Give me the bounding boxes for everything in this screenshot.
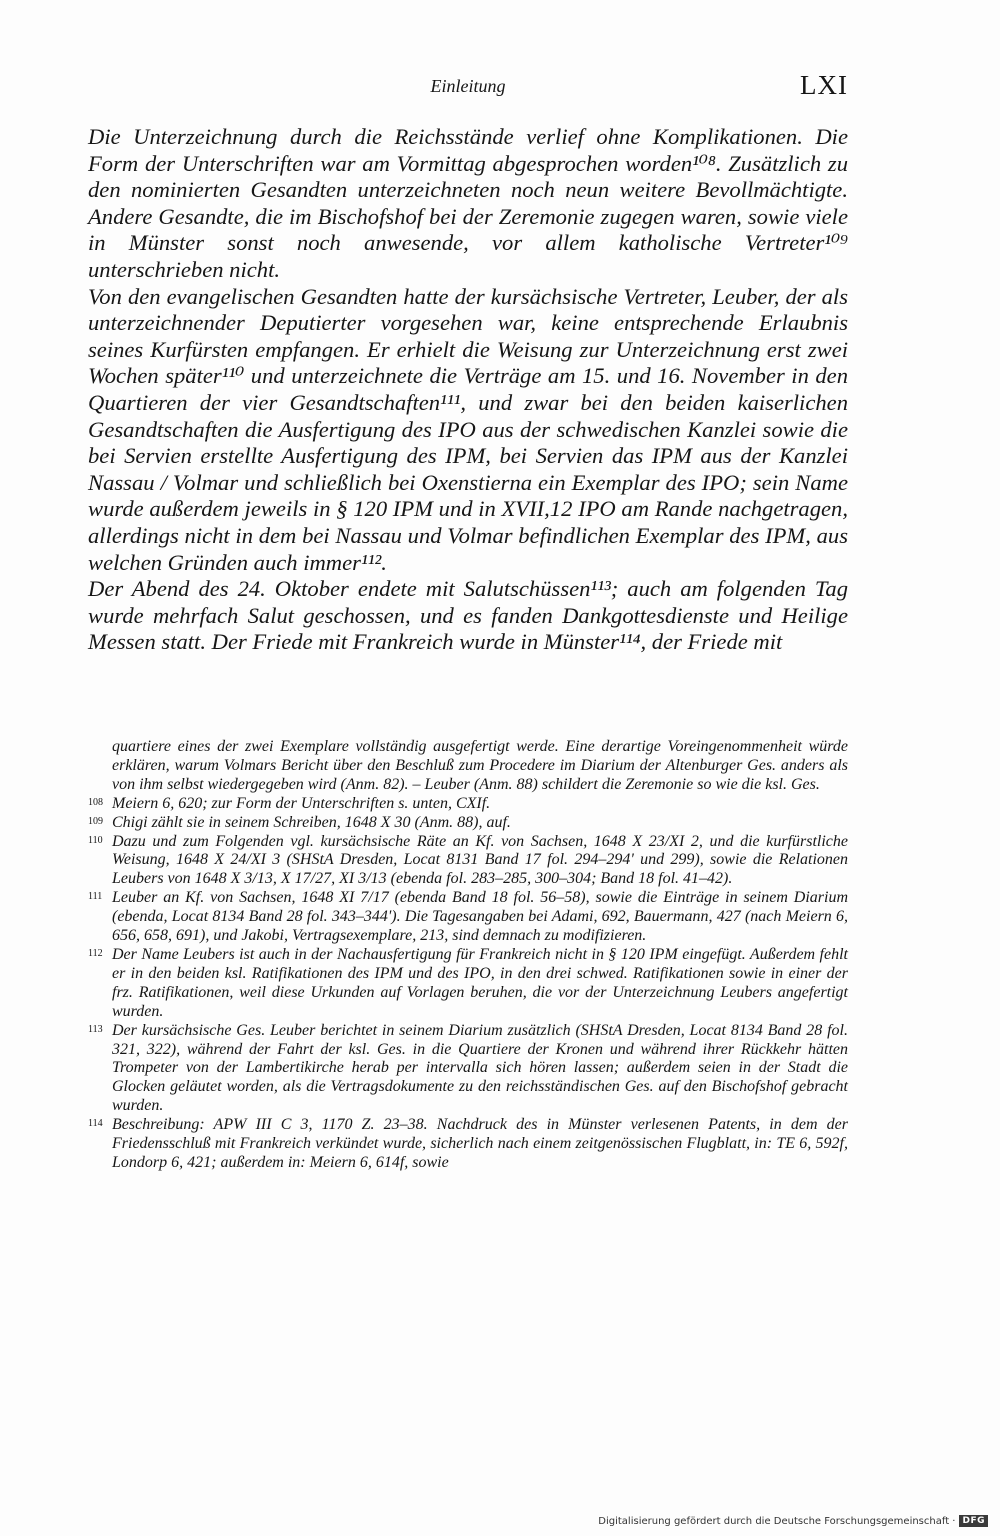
footnote-text: Chigi zählt sie in seinem Schreiben, 1648 X 30 (Anm. 88), auf. [112,813,511,831]
footnote-108 [88,795,848,814]
footnote-text: Beschreibung: APW III C 3, 1170 Z. 23–38. Nachdruck des in Münster verlesenen Patents, in dem der Friedensschluß mit Frankreich verkündet wurde, sicherlich nach einem zeitgenössischen Flugblatt, in: TE 6, 592f, Londorp 6, 421; außerdem in: Meiern 6, 614f, sowie [112,1116,848,1171]
footnote-text: Der Name Leubers ist auch in der Nachausfertigung für Frankreich nicht in § 120 IPM eingefügt. Außerdem fehlt er in den beiden ksl. Ratifikationen des IPM und des IPO, in den drei schwed. Ratifikationen sowie in einer der frz. Ratifikationen, weil diese Urkunden auf Vorlagen beruhen, die vor der Unterzeichnung Leubers angefertigt wurden. [112,945,848,1020]
footnote-113 [88,1022,848,1117]
main-paragraph-1: Die Unterzeichnung durch die Reichsstände verlief ohne Komplikationen. Die Form der Unterschriften war am Vormittag abgesprochen worden¹⁰⁸. Zusätzlich zu den nominierten Gesandten unterzeichneten noch neun weitere Bevollmächtigte. Andere Gesandte, die im Bischofshof bei der Zeremonie zugegen waren, sowie viele in Münster sonst noch anwesende, vor allem katholische Vertreter¹⁰⁹ unterschrieben nicht. [88,124,848,282]
footer-credit: Digitalisierung gefördert durch die Deutsche Forschungsgemeinschaft · [598,1515,956,1527]
main-paragraph-2: Von den evangelischen Gesandten hatte der kursächsische Vertreter, Leuber, der als unterzeichnender Deputierter vorgesehen war, keine entsprechende Erlaubnis seines Kurfürsten empfangen. Er erhielt die Weisung zur Unterzeichnung erst zwei Wochen später¹¹⁰ und unterzeichnete die Verträge am 15. und 16. November in den Quartieren der vier Gesandtschaften¹¹¹, und zwar bei den beiden kaiserlichen Gesandtschaften die Ausfertigung des IPO aus der schwedischen Kanzlei sowie die bei Servien erstellte Ausfertigung des IPM, bei Servien das IPM aus der Kanzlei Nassau / Volmar und schließlich bei Oxenstierna ein Exemplar des IPO; sein Name wurde außerdem jeweils in § 120 IPM und in XVII,12 IPO am Rande nachgetragen, allerdings nicht in dem bei Nassau und Volmar befindlichen Exemplar des IPM, aus welchen Gründen auch immer¹¹². [88,283,848,575]
main-text [88,124,848,656]
footnote-number: 109 [88,815,103,827]
dfg-logo-icon: DFG [959,1515,988,1527]
footnote-text: Leuber an Kf. von Sachsen, 1648 XI 7/17 (ebenda Band 18 fol. 56–58), sowie die Einträge in seinem Diarium (ebenda, Locat 8134 Band 28 fol. 343–344'). Die Tagesangaben bei Adami, 692, Bauermann, 427 (nach Meiern 6, 656, 658, 691), und Jakobi, Vertragsexemplare, 213, sind demnach zu modifizieren. [112,889,848,945]
main-paragraph-3: Der Abend des 24. Oktober endete mit Salutschüssen¹¹³; auch am folgenden Tag wurde mehrfach Salut geschossen, und es fanden Dankgottesdienste und Heilige Messen statt. Der Friede mit Frankreich wurde in Münster¹¹⁴, der Friede mit [88,576,848,655]
footnote-number: 113 [88,1023,103,1035]
page-number: LXI [800,70,848,100]
footnote-text: Der kursächsische Ges. Leuber berichtet in seinem Diarium zusätzlich (SHStA Dresden, Locat 8134 Band 28 fol. 321, 322), während der Fahrt der ksl. Ges. in die Quartiere der Kronen und während ihrer Rückkehr hätten Trompeter von der Lambertikirche herab per intervalla sich hören lassen; außerdem seien in der Stadt die Glocken geläutet worden, als die Vertragsdokumente zu den reichsständischen Ges. auf den Bischofshof gebracht wurden. [112,1021,848,1115]
footnote-number: 111 [88,891,103,903]
footnote-110 [88,833,848,890]
footnote-number: 112 [88,947,103,959]
page-header [88,70,848,110]
footnote-text: Dazu und zum Folgenden vgl. kursächsische Räte an Kf. von Sachsen, 1648 X 23/XI 2, und die kurfürstliche Weisung, 1648 X 24/XI 3 (SHStA Dresden, Locat 8131 Band 17 fol. 294–294' und 299), sowie die Relationen Leubers von 1648 X 3/13, X 17/27, XI 3/13 (ebenda fol. 283–285, 300–304; Band 18 fol. 41–42). [112,832,848,888]
footnote-109 [88,814,848,833]
footnote-number: 114 [88,1118,103,1130]
footnote-number: 110 [88,834,103,846]
digitization-footer [598,1512,988,1530]
footnote-112 [88,946,848,1022]
footnote-text: Meiern 6, 620; zur Form der Unterschriften s. unten, CXIf. [112,794,491,812]
footnotes [88,738,848,1173]
footnote-111 [88,889,848,946]
running-head: Einleitung [430,76,506,96]
footnote-number: 108 [88,796,103,808]
footnote-114 [88,1116,848,1173]
footnote-continuation: quartiere eines der zwei Exemplare vollständig ausgefertigt werde. Eine derartige Voreingenommenheit würde erklären, warum Volmars Bericht über den Beschluß zum Procedere im Diarium der Altenburger Ges. anders als von ihm selbst wiedergegeben wird (Anm. 82). – Leuber (Anm. 88) schildert die Zeremonie so wie die ksl. Ges. [112,738,848,793]
